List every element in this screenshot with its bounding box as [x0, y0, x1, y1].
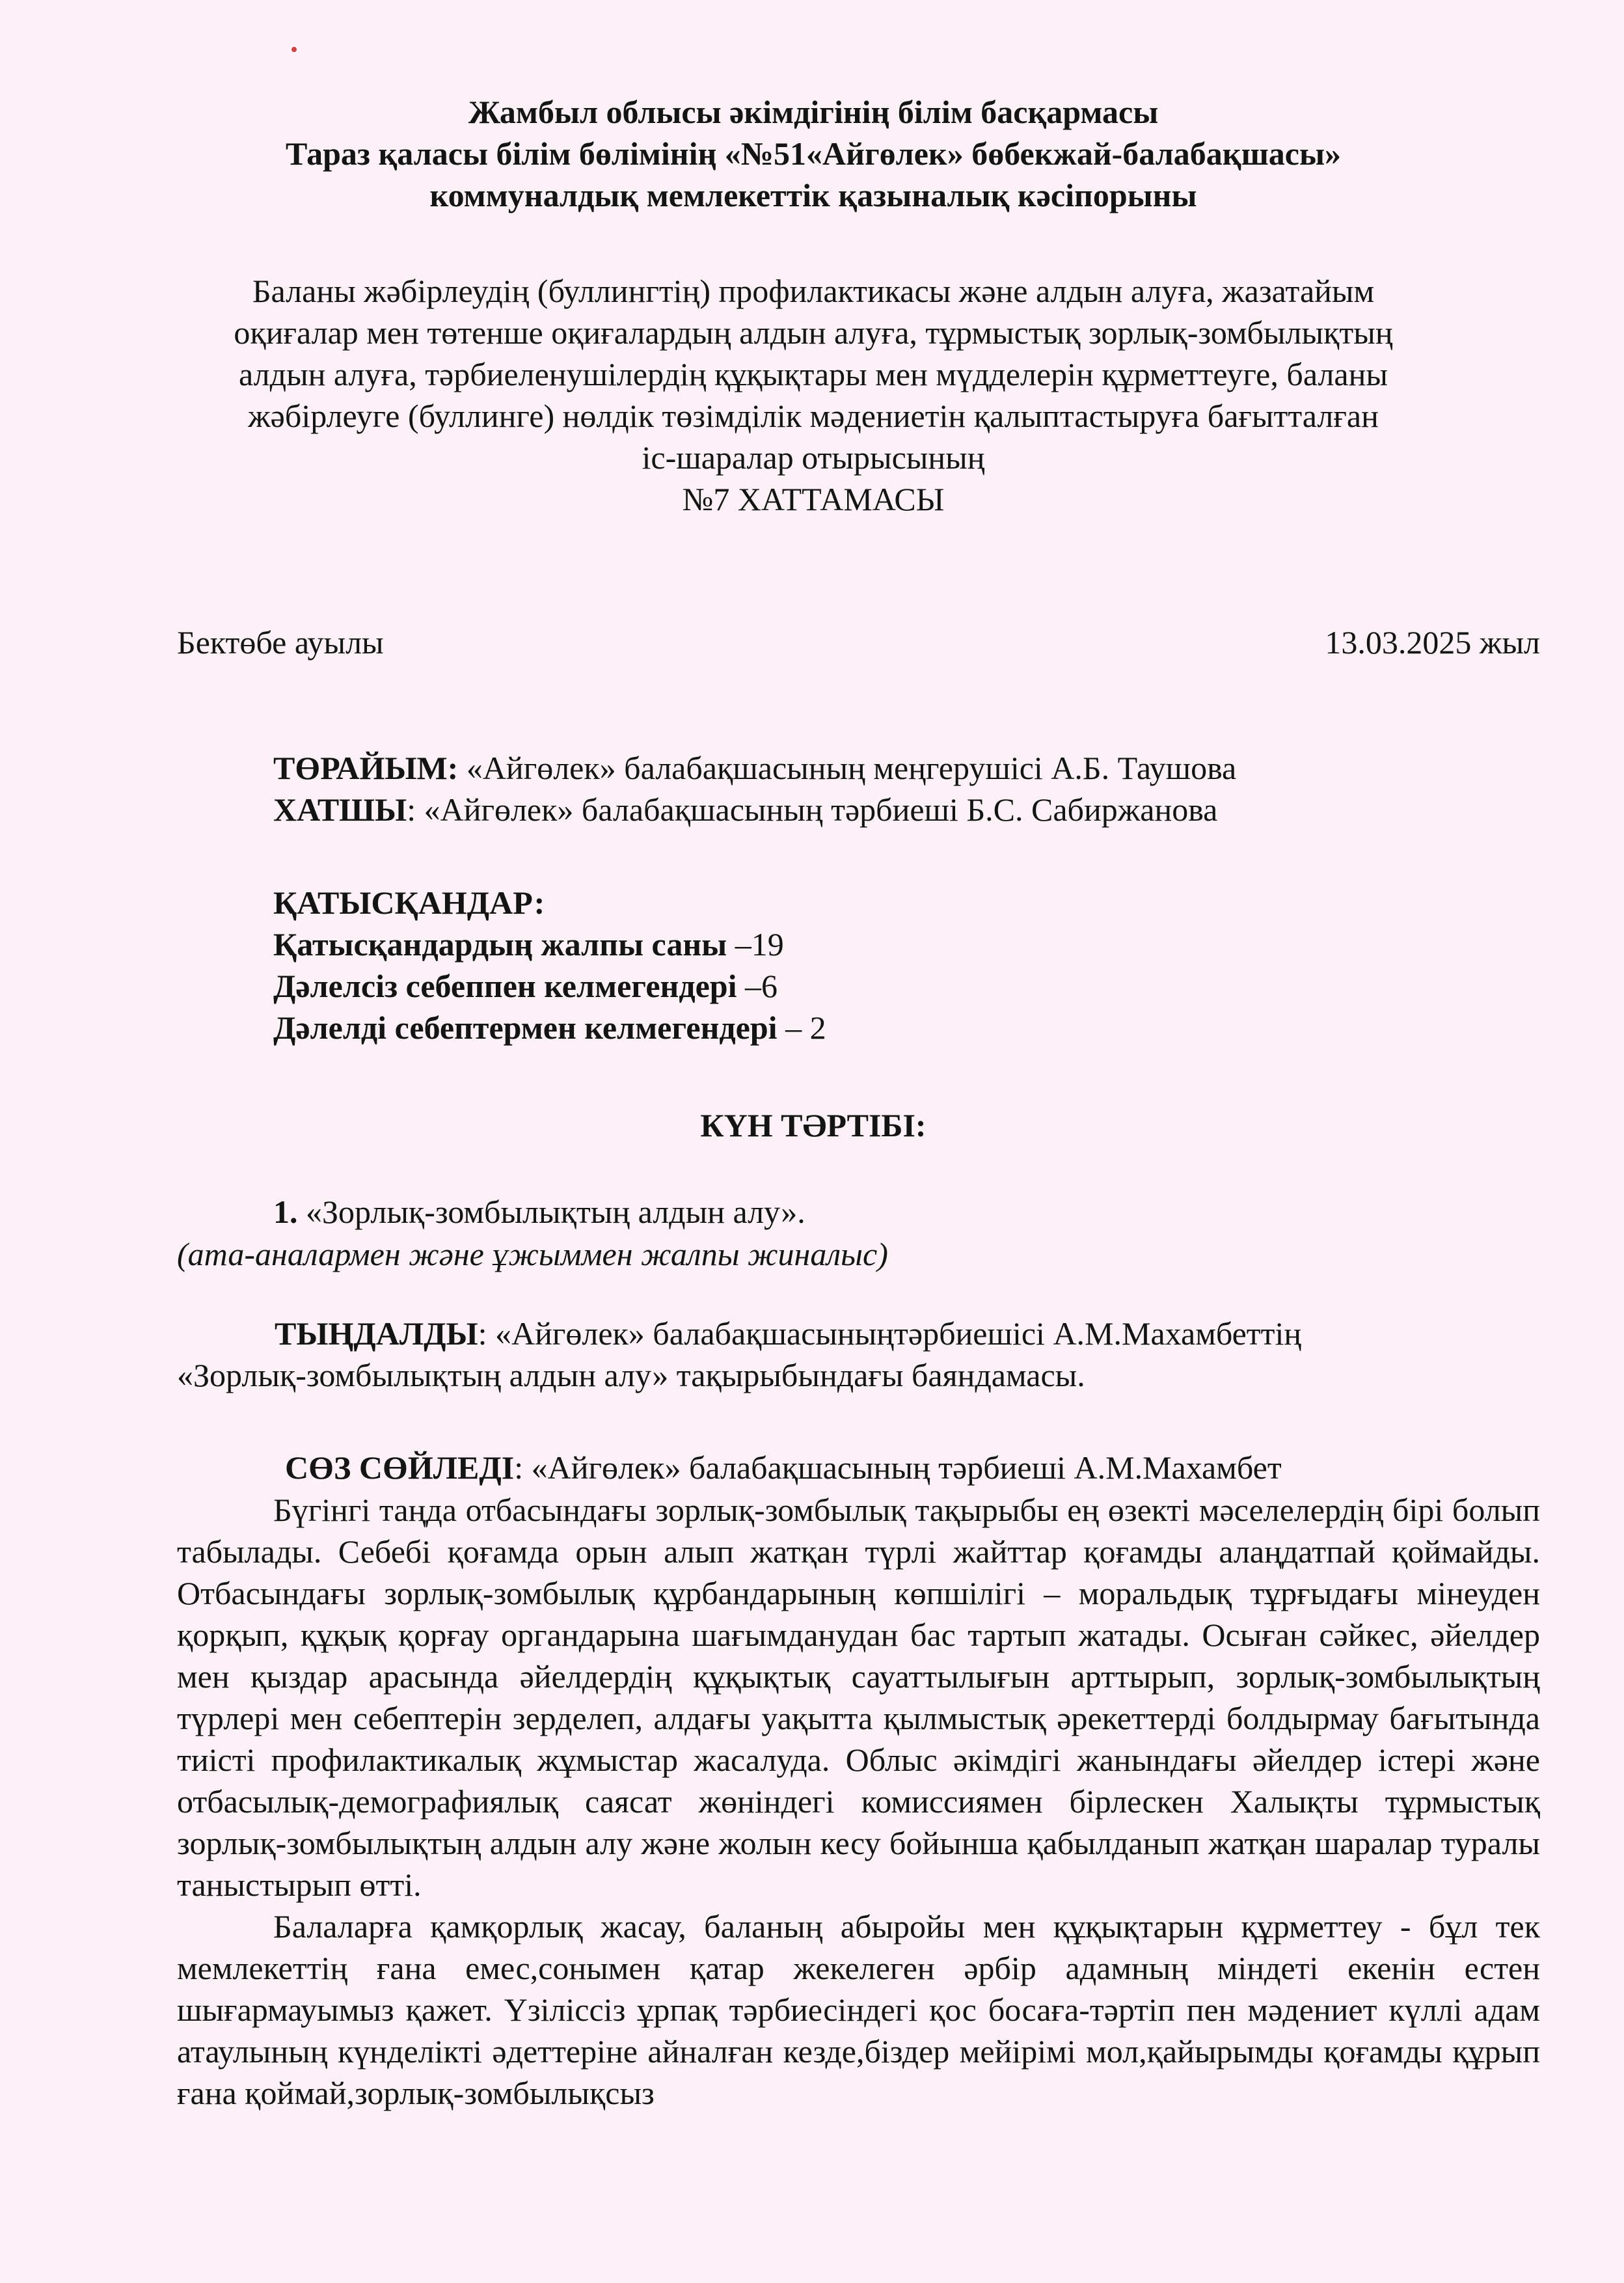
place: Бектөбе ауылы: [177, 624, 384, 661]
heard-line-1: [177, 1313, 1540, 1354]
officials-block: [273, 747, 1509, 830]
chair-label: ТӨРАЙЫМ:: [273, 750, 459, 786]
heard-block: [177, 1313, 1540, 1396]
subject-line: жәбірлеуге (буллинге) нөлдік төзімділік мәдениетін қалыптастыруға бағытталған: [248, 398, 1379, 434]
attendance-excused: [273, 1007, 1509, 1048]
header-line-1: Жамбыл облысы әкімдігінің білім басқармасы: [468, 94, 1159, 130]
heard-label: ТЫҢДАЛДЫ: [275, 1315, 478, 1352]
secretary-line: [273, 789, 1509, 830]
chair-line: [273, 747, 1509, 789]
agenda-title: КҮН ТӘРТІБІ:: [700, 1107, 927, 1143]
agenda-item-text: «Зорлық-зомбылықтың алдын алу».: [297, 1194, 805, 1230]
secretary-label: ХАТШЫ: [273, 791, 407, 828]
speaker-label: СӨЗ СӨЙЛЕДІ: [285, 1449, 515, 1486]
attendance-unexcused: [273, 965, 1509, 1007]
attendance-excused-label: Дәлелді себептермен келмегендері: [273, 1009, 778, 1046]
attendance-title: ҚАТЫСҚАНДАР:: [273, 884, 545, 921]
body-paragraph-1: Бүгінгі таңда отбасындағы зорлық-зомбылық тақырыбы ең өзекті мәселелердің бірі болып табылады. Себебі қоғамда орын алып жатқан түрлі жайттар қоғамды алаңдатпай қоймайды. Отбасындағы зорлық-зомбылық құрбандарының көпшілігі – моральдық тұрғыдағы мінеуден қорқып, құқық қорғау органдарына шағымданудан бас тартып жатады. Осыған сәйкес, әйелдер мен қыздар арасында әйелдердің құқықтық сауаттылығын арттырып, зорлық-зомбылықтың түрлері мен себептерін зерделеп, алдағы уақытта қылмыстық әрекеттерді болдырмау бағытында тиісті профилактикалық жұмыстар жасалуда. Облыс әкімдігі жанындағы әйелдер істері және отбасылық-демографиялық саясат жөніндегі комиссиямен бірлескен Халықты тұрмыстық зорлық-зомбылықтың алдын алу және жолын кесу бойынша қабылданып жатқан шаралар туралы таныстырып өтті.: [177, 1492, 1540, 1903]
place-date-row: [177, 622, 1540, 663]
subject-line: оқиғалар мен төтенше оқиғалардың алдын алуға, тұрмыстық зорлық-зомбылықтың: [234, 314, 1393, 351]
agenda-item-note: (ата-аналармен және ұжыммен жалпы жиналыс): [177, 1236, 888, 1272]
attendance-unexcused-value: –6: [737, 968, 778, 1004]
organization-header: [163, 91, 1464, 216]
protocol-title: №7 ХАТТАМАСЫ: [682, 481, 945, 517]
header-line-3: коммуналдық мемлекеттік қазыналық кәсіпорыны: [429, 177, 1197, 213]
attendance-total-label: Қатысқандардың жалпы саны: [273, 926, 727, 963]
header-line-2: Тараз қаласы білім бөлімінің «№51«Айгөлек» бөбекжай-балабақшасы»: [285, 135, 1342, 172]
speaker-text: : «Айгөлек» балабақшасының тәрбиеші А.М.Махамбет: [514, 1449, 1282, 1486]
attendance-excused-value: – 2: [777, 1009, 826, 1046]
subject-line: алдын алуға, тәрбиеленушілердің құқықтары мен мүдделерін құрметтеуге, баланы: [239, 356, 1388, 392]
speaker-line: [285, 1447, 1521, 1488]
document-subject: [163, 270, 1464, 520]
heard-text-2: «Зорлық-зомбылықтың алдын алу» тақырыбындағы баяндамасы.: [177, 1357, 1085, 1393]
attendance-total: [273, 923, 1509, 965]
ink-dot: [291, 47, 297, 52]
agenda-item-number: 1.: [273, 1194, 298, 1230]
subject-line: іс-шаралар отырысының: [642, 439, 985, 476]
chair-text: «Айгөлек» балабақшасының меңгерушісі А.Б. Таушова: [458, 750, 1237, 786]
subject-line: Баланы жәбірлеудің (буллингтің) профилактикасы және алдын алуға, жазатайым: [252, 273, 1375, 309]
body-text: [177, 1489, 1540, 2114]
heard-text-1: : «Айгөлек» балабақшасыныңтәрбиешісі А.М.Махамбеттің: [478, 1315, 1302, 1352]
secretary-text: : «Айгөлек» балабақшасының тәрбиеші Б.С. Сабиржанова: [407, 791, 1218, 828]
attendance-block: [273, 882, 1509, 1048]
date: 13.03.2025 жыл: [1325, 624, 1540, 661]
agenda-item: [273, 1191, 1509, 1233]
body-paragraph-2: Балаларға қамқорлық жасау, баланың абыройы мен құқықтарын құрметтеу - бұл тек мемлекеттің ғана емес,сонымен қатар жекелеген әрбір адамның міндеті екенін естен шығармауымыз қажет. Үзіліссіз ұрпақ тәрбиесіндегі қос босаға-тәртіп пен мәдениет күллі адам атаулының күнделікті әдеттеріне айналған кезде,біздер мейірімі мол,қайырымды қоғамды құрып ғана қоймай,зорлық-зомбылықсыз: [177, 1908, 1540, 2111]
attendance-total-value: –19: [727, 926, 784, 963]
attendance-unexcused-label: Дәлелсіз себеппен келмегендері: [273, 968, 737, 1004]
